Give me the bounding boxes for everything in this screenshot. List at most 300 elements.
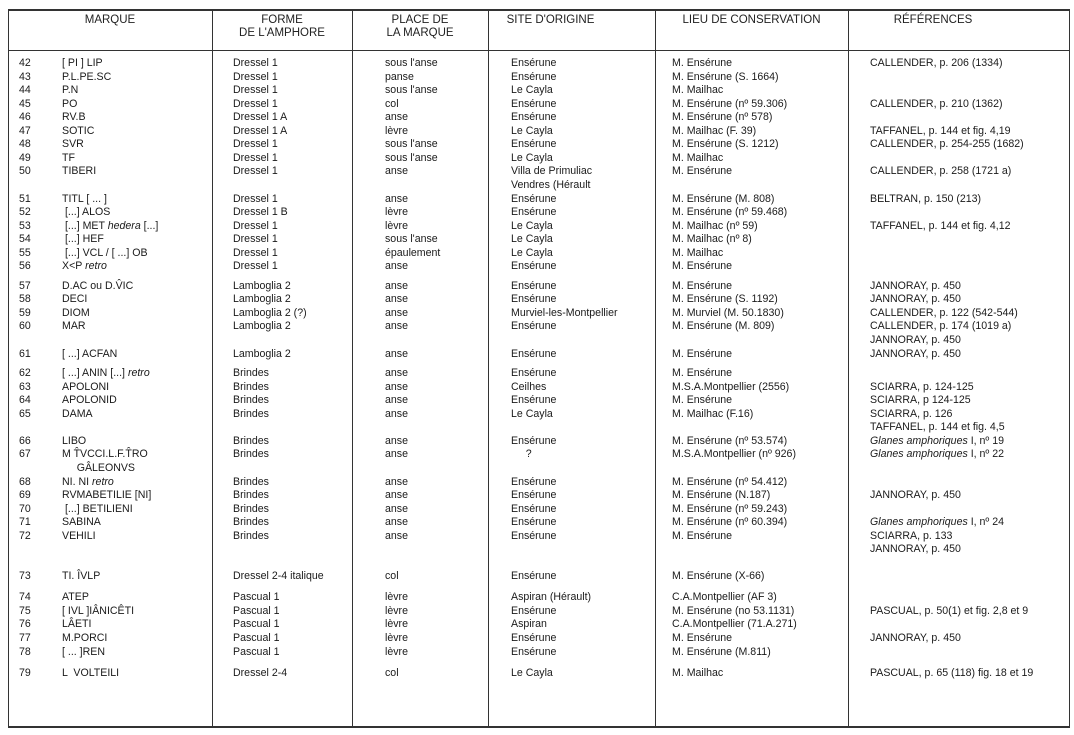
table-row	[0, 632, 1074, 646]
row-marque	[62, 367, 150, 381]
row-references: SCIARRA, p. 126	[870, 407, 953, 420]
row-marque: SOTIC	[62, 124, 95, 137]
row-marque: LIBO	[62, 434, 87, 447]
row-number: 60	[19, 320, 31, 333]
row-place: sous l'anse	[385, 84, 438, 97]
row-lieu: M. Mailhac	[672, 246, 724, 259]
row-site: Ensérune	[511, 516, 557, 529]
row-lieu: C.A.Montpellier (71.A.271)	[672, 618, 797, 631]
row-references: CALLENDER, p. 206 (1334)	[870, 57, 1003, 69]
row-forme: Lamboglia 2	[233, 293, 291, 306]
reference-text: I, nº 22	[967, 448, 1005, 461]
row-forme: Lamboglia 2	[233, 347, 291, 360]
row-marque: [...] BETILIENI	[62, 502, 133, 515]
row-lieu: M. Ensérune	[672, 165, 733, 178]
row-number: 78	[19, 645, 31, 658]
row-place: anse	[385, 306, 408, 319]
reference-italic: Glanes amphoriques	[870, 434, 968, 447]
row-place: lèvre	[385, 206, 408, 219]
row-site: Ensérune	[511, 489, 557, 502]
row-number: 73	[19, 569, 31, 582]
row-lieu: M. Ensérune	[672, 57, 733, 69]
row-lieu: M. Ensérune	[672, 394, 733, 407]
table-row	[0, 394, 1074, 408]
row-number: 50	[19, 165, 31, 178]
row-number: 55	[19, 246, 31, 259]
table-row	[0, 247, 1074, 261]
row-number: 62	[19, 367, 31, 380]
row-forme: Brindes	[233, 448, 269, 461]
row-lieu: M. Ensérune (M. 809)	[672, 320, 775, 333]
row-place: sous l'anse	[385, 57, 438, 69]
row-forme: Dressel 1	[233, 151, 278, 164]
table-row	[0, 591, 1074, 605]
row-place: anse	[385, 394, 408, 407]
row-marque: [ ... ]REN	[62, 645, 105, 658]
row-marque: DIOM	[62, 306, 90, 319]
row-forme: Dressel 1	[233, 192, 278, 205]
row-forme: Pascual 1	[233, 645, 280, 658]
row-lieu: C.A.Montpellier (AF 3)	[672, 591, 777, 604]
row-lieu: M. Ensérune (M. 808)	[672, 192, 775, 205]
row-site: Ensérune	[511, 57, 557, 69]
reference-text: I, nº 24	[967, 516, 1005, 529]
row-lieu: M. Ensérune	[672, 367, 733, 380]
row-forme: Brindes	[233, 475, 269, 488]
row-place: anse	[385, 347, 408, 360]
table-row	[0, 320, 1074, 334]
row-lieu: M. Mailhac (nº 59)	[672, 219, 758, 232]
row-site: Ensérune	[511, 111, 557, 124]
row-place: anse	[385, 293, 408, 306]
table-row	[0, 206, 1074, 220]
row-marque	[62, 476, 114, 490]
row-references: PASCUAL, p. 65 (118) fig. 18 et 19	[870, 667, 1034, 680]
row-forme: Dressel 1	[233, 233, 278, 246]
row-forme: Brindes	[233, 516, 269, 529]
table-row	[0, 220, 1074, 234]
row-lieu: M. Ensérune (S. 1664)	[672, 70, 779, 83]
row-lieu: M. Ensérune (nº 54.412)	[672, 475, 788, 488]
reference-italic: Glanes amphoriques	[870, 448, 968, 461]
row-site: Ensérune	[511, 97, 557, 110]
header-forme-line2: DE L'AMPHORE	[239, 27, 325, 39]
row-references: JANNORAY, p. 450	[870, 279, 961, 292]
table-row	[0, 448, 1074, 462]
table-row	[0, 605, 1074, 619]
row-site: Ensérune	[511, 279, 557, 292]
row-place: sous l'anse	[385, 138, 438, 151]
row-lieu: M.S.A.Montpellier (nº 926)	[672, 448, 796, 461]
row-site: Le Cayla	[511, 151, 553, 164]
row-marque: SABINA	[62, 516, 101, 529]
row-forme: Brindes	[233, 367, 269, 380]
row-forme: Dressel 1	[233, 70, 278, 83]
marque-italic: retro	[127, 367, 150, 380]
row-forme: Dressel 1	[233, 138, 278, 151]
marque-italic: retro	[92, 475, 114, 488]
row-number: 71	[19, 516, 31, 529]
table-row	[0, 667, 1074, 681]
row-place: sous l'anse	[385, 151, 438, 164]
table-row	[0, 348, 1074, 362]
header-references: RÉFÉRENCES	[893, 14, 973, 26]
row-lieu: M. Ensérune (nº 59.468)	[672, 206, 788, 219]
table-row	[0, 138, 1074, 152]
row-place: col	[385, 667, 399, 680]
row-number: 61	[19, 347, 31, 360]
row-marque: [...] ALOS	[62, 206, 111, 219]
row-references: JANNORAY, p. 450	[870, 293, 961, 306]
header-place-line2: LA MARQUE	[386, 27, 454, 39]
row-references: BELTRAN, p. 150 (213)	[870, 192, 982, 205]
row-site: Villa de Primuliac	[511, 165, 593, 178]
row-marque: RV.B	[62, 111, 86, 124]
row-references: SCIARRA, p 124-125	[870, 394, 971, 407]
row-place: col	[385, 569, 399, 582]
row-place: lèvre	[385, 591, 408, 604]
row-number: 66	[19, 434, 31, 447]
row-marque: [...] VCL / [ ...] OB	[62, 246, 148, 259]
row-marque: DECI	[62, 293, 88, 306]
row-lieu: M. Ensérune	[672, 529, 733, 542]
row-place: épaulement	[385, 246, 441, 259]
row-site: Ceilhes	[511, 380, 547, 393]
table-row	[0, 98, 1074, 112]
table-row	[0, 462, 1074, 476]
row-place: lèvre	[385, 618, 408, 631]
row-marque: LÂETI	[62, 618, 92, 631]
row-number: 79	[19, 667, 31, 680]
row-forme: Dressel 1	[233, 165, 278, 178]
row-marque: [ PI ] LIP	[62, 57, 103, 69]
row-marque: VEHILI	[62, 529, 96, 542]
row-site: Le Cayla	[511, 84, 553, 97]
row-forme: Dressel 1	[233, 219, 278, 232]
row-marque: DAMA	[62, 407, 93, 420]
row-lieu: M. Ensérune (M.811)	[672, 645, 771, 658]
row-lieu: M. Ensérune (nº 59.306)	[672, 97, 788, 110]
row-number: 65	[19, 407, 31, 420]
row-site: Ensérune	[511, 293, 557, 306]
table-row	[0, 179, 1074, 193]
row-site: Ensérune	[511, 260, 557, 273]
row-marque: P.L.PE.SC	[62, 70, 112, 83]
row-number: 64	[19, 394, 31, 407]
row-place: lèvre	[385, 645, 408, 658]
table-row	[0, 530, 1074, 544]
row-number: 74	[19, 591, 31, 604]
row-lieu: M. Ensérune	[672, 347, 733, 360]
row-place: anse	[385, 279, 408, 292]
marque-text-after: [...]	[140, 219, 159, 232]
row-references: CALLENDER, p. 258 (1721 a)	[870, 165, 1012, 178]
row-marque	[62, 260, 107, 274]
row-marque: APOLONID	[62, 394, 117, 407]
row-marque: ATEP	[62, 591, 89, 604]
row-marque: RVMABETILIE [NI]	[62, 489, 152, 502]
row-number: 58	[19, 293, 31, 306]
row-number: 52	[19, 206, 31, 219]
row-site: Ensérune	[511, 138, 557, 151]
row-site: Ensérune	[511, 320, 557, 333]
row-number: 54	[19, 233, 31, 246]
row-number: 46	[19, 111, 31, 124]
row-references: CALLENDER, p. 210 (1362)	[870, 97, 1003, 110]
row-site: Ensérune	[511, 367, 557, 380]
row-forme: Dressel 1	[233, 57, 278, 69]
row-lieu: M. Ensérune (nº 59.243)	[672, 502, 788, 515]
row-number: 77	[19, 632, 31, 644]
row-marque: PO	[62, 97, 78, 110]
row-site: Ensérune	[511, 434, 557, 447]
table-row	[0, 367, 1074, 381]
row-site: Murviel-les-Montpellier	[511, 306, 618, 319]
row-site: Le Cayla	[511, 407, 553, 420]
row-site: Vendres (Hérault	[511, 178, 591, 191]
row-lieu: M. Mailhac	[672, 151, 724, 164]
header-lieu: LIEU DE CONSERVATION	[682, 14, 821, 26]
row-site: Aspiran	[511, 618, 547, 631]
row-lieu: M. Ensérune (N.187)	[672, 489, 771, 502]
row-site: Ensérune	[511, 475, 557, 488]
table-row	[0, 233, 1074, 247]
row-site: Le Cayla	[511, 219, 553, 232]
row-place: panse	[385, 70, 414, 83]
row-forme: Brindes	[233, 407, 269, 420]
table-row	[0, 293, 1074, 307]
row-forme: Dressel 1 B	[233, 206, 288, 219]
row-site: Ensérune	[511, 394, 557, 407]
row-lieu: M. Mailhac (F.16)	[672, 407, 754, 420]
row-site: Ensérune	[511, 192, 557, 205]
row-forme: Dressel 1	[233, 246, 278, 259]
row-number: 69	[19, 489, 31, 502]
row-marque: TIBERI	[62, 165, 97, 178]
row-marque: APOLONI	[62, 380, 110, 393]
table-row	[0, 421, 1074, 435]
table-row	[0, 516, 1074, 530]
row-lieu: M. Ensérune	[672, 632, 733, 644]
marque-text: [ ...] ANIN [...]	[62, 367, 128, 380]
row-references: JANNORAY, p. 450	[870, 543, 961, 556]
row-site: ?	[511, 448, 532, 461]
row-place: anse	[385, 367, 408, 380]
row-marque: SVR	[62, 138, 84, 151]
row-number: 59	[19, 306, 31, 319]
row-forme: Lamboglia 2	[233, 279, 291, 292]
row-site: Ensérune	[511, 529, 557, 542]
row-marque: TF	[62, 151, 75, 164]
row-marque: MAR	[62, 320, 86, 333]
row-forme: Brindes	[233, 529, 269, 542]
row-lieu: M. Mailhac (F. 39)	[672, 124, 757, 137]
row-forme: Lamboglia 2	[233, 320, 291, 333]
table-row	[0, 111, 1074, 125]
row-site: Ensérune	[511, 632, 557, 644]
row-number: 43	[19, 70, 31, 83]
header-place-line1: PLACE DE	[391, 14, 449, 26]
row-place: lèvre	[385, 219, 408, 232]
row-references	[870, 435, 1004, 449]
row-place: anse	[385, 516, 408, 529]
row-forme: Dressel 2-4	[233, 667, 288, 680]
row-site: Ensérune	[511, 569, 557, 582]
row-lieu: M. Mailhac	[672, 84, 724, 97]
table-row	[0, 152, 1074, 166]
row-number: 76	[19, 618, 31, 631]
row-references	[870, 516, 1004, 530]
row-place: anse	[385, 260, 408, 273]
row-place: lèvre	[385, 124, 408, 137]
row-forme: Lamboglia 2 (?)	[233, 306, 307, 319]
row-number: 75	[19, 604, 31, 617]
row-number: 42	[19, 57, 31, 69]
row-place: anse	[385, 165, 408, 178]
table-row	[0, 57, 1074, 71]
table-row	[0, 381, 1074, 395]
row-place: anse	[385, 448, 408, 461]
row-place: anse	[385, 475, 408, 488]
row-references: TAFFANEL, p. 144 et fig. 4,19	[870, 124, 1011, 137]
marque-text: Χ<Ρ	[62, 260, 86, 273]
row-place: anse	[385, 434, 408, 447]
header-place	[352, 14, 488, 40]
row-lieu: M. Ensérune (nº 60.394)	[672, 516, 788, 529]
row-references	[870, 448, 1004, 462]
row-forme: Brindes	[233, 502, 269, 515]
marque-italic: hedera	[107, 219, 141, 232]
row-place: lèvre	[385, 604, 408, 617]
row-number: 47	[19, 124, 31, 137]
row-lieu: M. Mailhac (nº 8)	[672, 233, 752, 246]
row-marque: P.N	[62, 84, 79, 97]
row-site: Ensérune	[511, 347, 557, 360]
table-row	[0, 71, 1074, 85]
row-references: CALLENDER, p. 122 (542-544)	[870, 306, 1018, 319]
table-row	[0, 408, 1074, 422]
table-row	[0, 489, 1074, 503]
table-row	[0, 435, 1074, 449]
row-place: anse	[385, 489, 408, 502]
row-references: JANNORAY, p. 450	[870, 489, 961, 502]
row-references: JANNORAY, p. 450	[870, 334, 961, 346]
row-lieu: M. Murviel (M. 50.1830)	[672, 306, 784, 319]
row-lieu: M. Ensérune (no 53.1131)	[672, 604, 795, 617]
row-place: anse	[385, 380, 408, 393]
row-place: lèvre	[385, 632, 408, 644]
row-forme: Pascual 1	[233, 632, 280, 644]
row-marque: M.PORCI	[62, 632, 108, 644]
row-number: 53	[19, 219, 31, 232]
row-references: JANNORAY, p. 450	[870, 347, 961, 360]
row-lieu: M. Ensérune (S. 1212)	[672, 138, 779, 151]
row-number: 72	[19, 529, 31, 542]
row-place: anse	[385, 502, 408, 515]
row-number: 44	[19, 84, 31, 97]
marque-text: NI. NI	[62, 475, 93, 488]
row-references: TAFFANEL, p. 144 et fig. 4,5	[870, 421, 1005, 434]
table-row	[0, 503, 1074, 517]
table-row	[0, 165, 1074, 179]
row-number: 51	[19, 192, 31, 205]
row-marque: [ IVL ]IÂNICÊTI	[62, 604, 135, 617]
row-forme: Dressel 2-4 italique	[233, 569, 324, 582]
row-number: 56	[19, 260, 31, 273]
row-marque: [ ...] ACFAN	[62, 347, 118, 360]
row-marque: TI. ÎVLP	[62, 569, 101, 582]
row-lieu: M. Ensérune (nº 53.574)	[672, 434, 788, 447]
table-row	[0, 476, 1074, 490]
row-marque: L VOLTEILI	[62, 667, 120, 680]
row-marque: D.AC ou D.V̂IC	[62, 279, 134, 292]
row-number: 49	[19, 151, 31, 164]
row-site: Ensérune	[511, 70, 557, 83]
row-marque: M T̂VCCI.L.F.T̂RO	[62, 448, 148, 461]
table-row	[0, 543, 1074, 557]
table-row	[0, 334, 1074, 348]
row-lieu: M. Ensérune	[672, 260, 733, 273]
table-row	[0, 280, 1074, 294]
row-site: Le Cayla	[511, 667, 553, 680]
row-number: 57	[19, 279, 31, 292]
table-row	[0, 618, 1074, 632]
header-forme-line1: FORME	[261, 14, 303, 26]
row-forme: Dressel 1 A	[233, 111, 288, 124]
row-number: 45	[19, 97, 31, 110]
row-lieu: M. Ensérune (X-66)	[672, 569, 765, 582]
row-place: anse	[385, 529, 408, 542]
table-row	[0, 84, 1074, 98]
row-place: sous l'anse	[385, 233, 438, 246]
row-site: Aspiran (Hérault)	[511, 591, 592, 604]
row-site: Ensérune	[511, 502, 557, 515]
table-row	[0, 570, 1074, 584]
row-marque: TITL [ ... ]	[62, 192, 107, 205]
row-marque	[62, 220, 158, 234]
row-marque: GÂLEONVS	[62, 461, 136, 474]
row-forme: Pascual 1	[233, 618, 280, 631]
row-number: 63	[19, 380, 31, 393]
row-lieu: M. Ensérune	[672, 279, 733, 292]
row-forme: Dressel 1 A	[233, 124, 288, 137]
row-references: PASCUAL, p. 50(1) et fig. 2,8 et 9	[870, 604, 1029, 617]
row-number: 70	[19, 502, 31, 515]
header-divider	[8, 50, 1070, 51]
row-place: anse	[385, 320, 408, 333]
reference-text: I, nº 19	[967, 434, 1005, 447]
row-forme: Dressel 1	[233, 84, 278, 97]
header-marque: MARQUE	[84, 14, 136, 26]
row-lieu: M. Ensérune (nº 578)	[672, 111, 773, 124]
row-forme: Brindes	[233, 434, 269, 447]
table-row	[0, 646, 1074, 660]
row-site: Le Cayla	[511, 246, 553, 259]
row-site: Le Cayla	[511, 233, 553, 246]
row-number: 67	[19, 448, 31, 461]
marque-text: [...] MET	[62, 219, 108, 232]
row-site: Le Cayla	[511, 124, 553, 137]
row-forme: Brindes	[233, 394, 269, 407]
row-references: JANNORAY, p. 450	[870, 632, 961, 644]
row-lieu: M. Ensérune (S. 1192)	[672, 293, 778, 306]
row-lieu: M.S.A.Montpellier (2556)	[672, 380, 790, 393]
row-site: Ensérune	[511, 206, 557, 219]
row-place: anse	[385, 111, 408, 124]
row-references: SCIARRA, p. 124-125	[870, 380, 974, 393]
table-row	[0, 260, 1074, 274]
header-forme	[212, 14, 352, 40]
